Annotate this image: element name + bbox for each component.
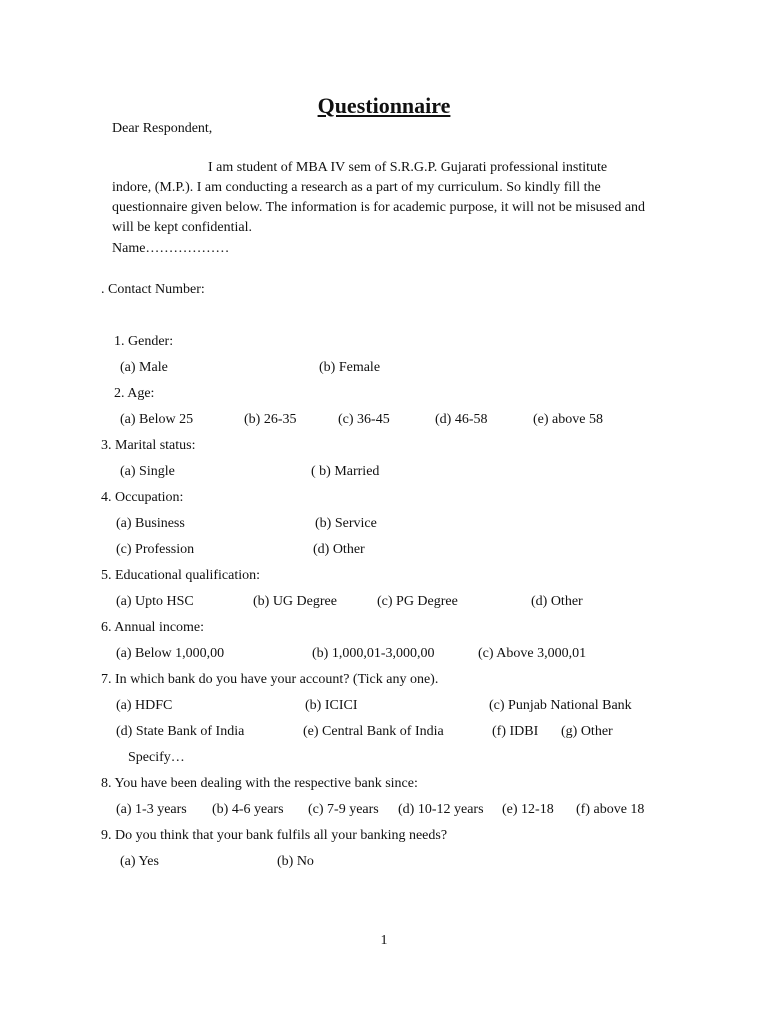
option-since-a[interactable]: (a) 1-3 years [116,802,187,817]
option-bank-hdfc[interactable]: (a) HDFC [116,698,173,713]
name-field-label: Name……………… [112,241,230,256]
option-bank-pnb[interactable]: (c) Punjab National Bank [489,698,632,713]
intro-paragraph [112,158,652,238]
option-education-pg[interactable]: (c) PG Degree [377,594,458,609]
option-education-other[interactable]: (d) Other [531,594,583,609]
option-gender-male[interactable]: (a) Male [120,360,168,375]
question-banking-needs: 9. Do you think that your bank fulfils all your banking needs? [101,828,448,843]
question-marital-status: 3. Marital status: [101,438,196,453]
option-needs-no[interactable]: (b) No [277,854,314,869]
option-since-e[interactable]: (e) 12-18 [502,802,554,817]
option-age-b[interactable]: (b) 26-35 [244,412,297,427]
question-gender: 1. Gender: [114,334,174,349]
option-income-a[interactable]: (a) Below 1,000,00 [116,646,225,661]
option-bank-icici[interactable]: (b) ICICI [305,698,358,713]
intro-rest: indore, (M.P.). I am conducting a research as a part of my curriculum. So kindly fill the questionnaire given below. The information is for academic purpose, it will not be misused and will be kept confidential. [112,180,646,235]
option-bank-sbi[interactable]: (d) State Bank of India [116,724,245,739]
option-since-f[interactable]: (f) above 18 [576,802,645,817]
question-annual-income: 6. Annual income: [101,620,205,635]
option-gender-female[interactable]: (b) Female [319,360,381,375]
option-education-ug[interactable]: (b) UG Degree [253,594,337,609]
option-education-hsc[interactable]: (a) Upto HSC [116,594,194,609]
contact-number-label: . Contact Number: [101,282,205,297]
question-dealing-since: 8. You have been dealing with the respective bank since: [101,776,418,791]
option-income-b[interactable]: (b) 1,000,01-3,000,00 [312,646,435,661]
option-since-d[interactable]: (d) 10-12 years [398,802,484,817]
option-bank-other[interactable]: (g) Other [561,724,613,739]
option-marital-single[interactable]: (a) Single [120,464,175,479]
option-income-c[interactable]: (c) Above 3,000,01 [478,646,587,661]
option-needs-yes[interactable]: (a) Yes [120,854,159,869]
question-education: 5. Educational qualification: [101,568,261,583]
intro-first-line: I am student of MBA IV sem of S.R.G.P. Gujarati professional institute [208,160,608,175]
bank-specify-field[interactable]: Specify… [128,750,185,765]
option-marital-married[interactable]: ( b) Married [311,464,380,479]
question-bank: 7. In which bank do you have your account? (Tick any one). [101,672,439,687]
option-occupation-business[interactable]: (a) Business [116,516,185,531]
option-bank-idbi[interactable]: (f) IDBI [492,724,539,739]
option-age-c[interactable]: (c) 36-45 [338,412,390,427]
option-occupation-profession[interactable]: (c) Profession [116,542,195,557]
option-bank-central[interactable]: (e) Central Bank of India [303,724,444,739]
option-age-a[interactable]: (a) Below 25 [120,412,194,427]
option-occupation-other[interactable]: (d) Other [313,542,365,557]
option-occupation-service[interactable]: (b) Service [315,516,377,531]
option-since-c[interactable]: (c) 7-9 years [308,802,379,817]
option-age-d[interactable]: (d) 46-58 [435,412,488,427]
page-title: Questionnaire [317,93,451,118]
question-occupation: 4. Occupation: [101,490,184,505]
question-age: 2. Age: [114,386,155,401]
page-number: 1 [380,933,388,948]
option-age-e[interactable]: (e) above 58 [533,412,603,427]
option-since-b[interactable]: (b) 4-6 years [212,802,284,817]
greeting: Dear Respondent, [112,121,213,136]
